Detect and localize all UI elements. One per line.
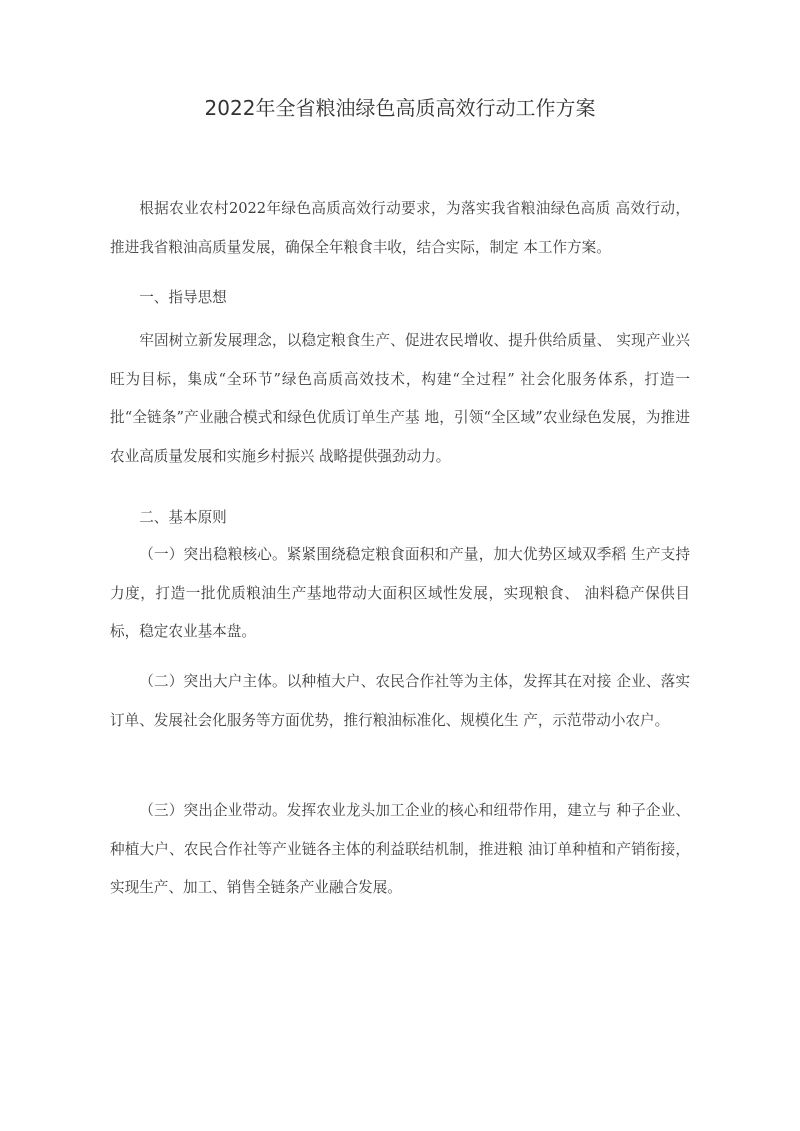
document-title: 2022年全省粮油绿色高质高效行动工作方案	[204, 96, 596, 120]
principle-paragraph-1: （一）突出稳粮核心。紧紧围绕稳定粮食面积和产量，加大优势区域双季稻 生产支持力度，打造一批优质粮油生产基地带动大面积区域性发展，实现粮食、 油料稳产保供目标，稳定农业基本盘。	[110, 546, 690, 640]
principle-paragraph-2: （二）突出大户主体。以种植大户、农民合作社等为主体，发挥其在对接 企业、落实订单、发展社会化服务等方面优势，推行粮油标准化、规模化生 产，示范带动小农户。	[110, 673, 690, 729]
intro-paragraph: 根据农业农村2022年绿色高质高效行动要求，为落实我省粮油绿色高质 高效行动，推进我省粮油高质量发展，确保全年粮食丰收，结合实际，制定 本工作方案。	[110, 200, 690, 256]
section-heading-guiding-ideology: 一、指导思想	[139, 289, 227, 306]
section-heading-basic-principles: 二、基本原则	[139, 509, 227, 526]
guiding-ideology-paragraph: 牢固树立新发展理念，以稳定粮食生产、促进农民增收、提升供给质量、 实现产业兴旺为目标，集成“全环节”绿色高质高效技术，构建“全过程” 社会化服务体系，打造一批“全链条”产业融合模式和绿色优质订单生产基 地，引领“全区域”农业绿色发展，为推进农业高质量发展和实施乡村振兴 战略提供强劲动力。	[110, 332, 690, 465]
principle-paragraph-3: （三）突出企业带动。发挥农业龙头加工企业的核心和纽带作用，建立与 种子企业、种植大户、农民合作社等产业链各主体的利益联结机制，推进粮 油订单种植和产销衔接，实现生产、加工、销售全链条产业融合发展。	[110, 802, 690, 896]
